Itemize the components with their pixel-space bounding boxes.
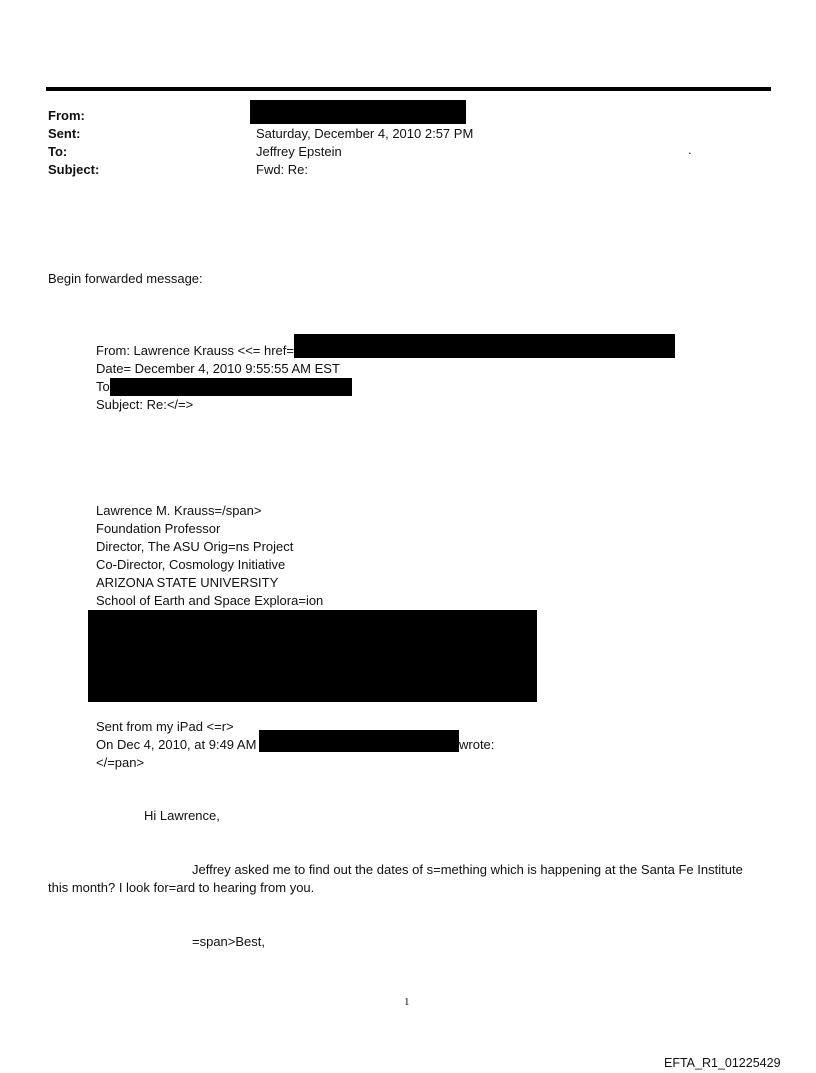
fwd-subject-line: Subject: Re:</=> <box>96 397 194 412</box>
fwd-from-line: From: Lawrence Krauss <<= href= <box>96 343 294 358</box>
redaction-from <box>250 100 466 124</box>
on-date-prefix: On Dec 4, 2010, at 9:49 AM <box>96 737 257 752</box>
signature-name: Lawrence M. Krauss=/span> <box>96 503 262 518</box>
signature-university: ARIZONA STATE UNIVERSITY <box>96 575 279 590</box>
redaction-fwd-to <box>110 378 352 396</box>
sent-label: Sent: <box>48 126 81 141</box>
to-dot: . <box>688 142 692 157</box>
forward-intro: Begin forwarded message: <box>48 271 203 286</box>
subject-value: Fwd: Re: <box>256 162 309 177</box>
from-label: From: <box>48 108 85 123</box>
signature-title: Foundation Professor <box>96 521 221 536</box>
signature-director: Director, The ASU Orig=ns Project <box>96 539 294 554</box>
subject-label: Subject: <box>48 162 100 177</box>
sent-from-line: Sent from my iPad <=r> <box>96 719 234 734</box>
message-line-2: this month? I look for=ard to hearing from you. <box>48 880 315 895</box>
close-tag-line: </=pan> <box>96 755 145 770</box>
message-line-1: Jeffrey asked me to find out the dates of s=mething which is happening at the Santa Fe Institute <box>192 862 743 877</box>
closing: =span>Best, <box>192 934 265 949</box>
to-value: Jeffrey Epstein <box>256 144 342 159</box>
signature-school: School of Earth and Space Explora=ion <box>96 593 324 608</box>
fwd-to-line: To <box>96 379 110 394</box>
signature-codirector: Co-Director, Cosmology Initiative <box>96 557 286 572</box>
redaction-fwd-from <box>294 334 675 358</box>
redaction-sender <box>259 730 459 752</box>
page-number: 1 <box>404 996 410 1008</box>
fwd-date-line: Date= December 4, 2010 9:55:55 AM EST <box>96 361 340 376</box>
header-rule <box>46 87 771 91</box>
on-date-suffix: wrote: <box>459 737 495 752</box>
to-label: To: <box>48 144 68 159</box>
greeting: Hi Lawrence, <box>144 808 220 823</box>
redaction-signature-block <box>88 610 537 702</box>
sent-value: Saturday, December 4, 2010 2:57 PM <box>256 126 474 141</box>
document-id: EFTA_R1_01225429 <box>664 1056 781 1070</box>
